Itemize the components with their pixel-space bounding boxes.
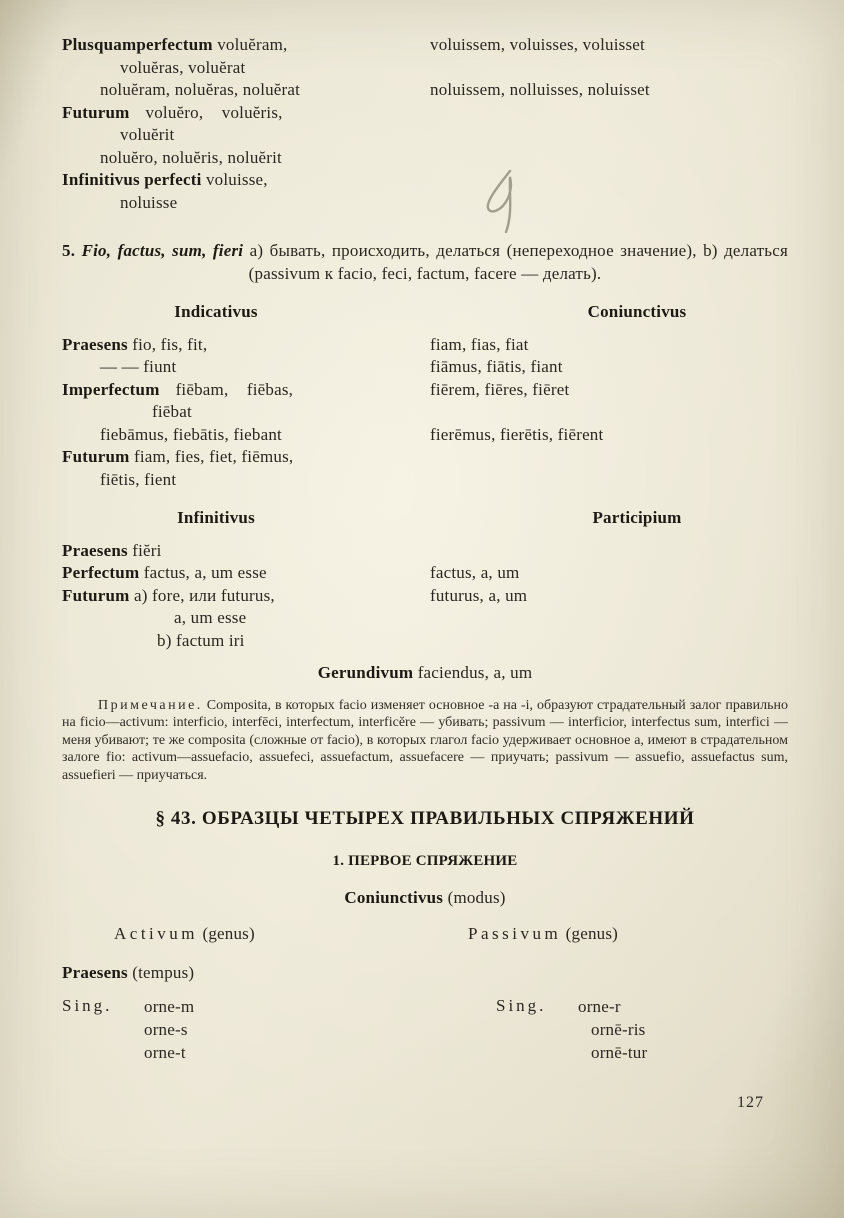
table-row: [62, 102, 788, 125]
passivum-rest: (genus): [565, 923, 619, 943]
right-cell: [430, 630, 788, 653]
mood-rest: (modus): [447, 888, 506, 908]
right-cell: [430, 607, 788, 630]
left-cell: fiētis, fient: [100, 469, 177, 489]
left-cell: [62, 102, 430, 125]
table-row: [62, 630, 788, 653]
tense-label: Praesens: [62, 540, 128, 560]
number-label: Sing.: [62, 995, 113, 1015]
column-headers: [62, 507, 788, 530]
fio-intro-paragraph: [62, 240, 788, 285]
latin-form: orne-r: [578, 996, 621, 1016]
table-row: [62, 334, 788, 357]
right-cell: [430, 57, 788, 80]
coniunctivus-header: Coniunctivus: [587, 302, 687, 321]
latin-form: orne-s: [144, 1019, 188, 1039]
note-paragraph: [62, 697, 788, 785]
right-cell: noluissem, nolluisses, noluisset: [430, 80, 650, 99]
left-cell: [62, 446, 430, 469]
left-cell: noluĕram, noluĕras, noluĕrat: [100, 80, 301, 99]
passivum-forms: [578, 995, 647, 1064]
passivum-label: Passivum: [468, 923, 562, 943]
tense-label: Perfectum: [62, 563, 140, 582]
latin-forms: fio, fis, fit,: [132, 334, 208, 354]
infinitivus-header: Infinitivus: [177, 508, 255, 527]
right-cell: [430, 540, 788, 563]
paradigm-row: [62, 995, 788, 1064]
activum-label: Activum: [114, 923, 198, 943]
activum-paradigm: [62, 995, 430, 1064]
latin-forms: voluisse,: [205, 170, 268, 189]
table-row: [62, 607, 788, 630]
table-row: [62, 469, 788, 492]
latin-forms: voluĕram,: [217, 35, 288, 54]
table-row: [62, 147, 788, 170]
right-cell: fiērem, fiēres, fiēret: [430, 379, 570, 399]
latin-forms: a) fore, или futurus,: [133, 585, 275, 605]
gerundivum-line: [62, 662, 788, 685]
table-row: [62, 540, 788, 563]
tense-label: Futurum: [62, 447, 130, 466]
table-row: [62, 192, 788, 215]
tense-line: [62, 962, 788, 985]
right-cell: factus, a, um: [430, 563, 520, 582]
right-cell: [430, 446, 788, 469]
left-cell: voluĕrit: [120, 125, 175, 144]
table-row: [62, 124, 788, 147]
right-cell: [430, 192, 788, 215]
left-cell: voluĕras, voluĕrat: [120, 57, 246, 77]
right-cell: [430, 102, 788, 125]
latin-forms: fiam, fies, fiet, fiēmus,: [133, 447, 294, 466]
left-cell: [62, 585, 430, 608]
right-cell: [430, 147, 788, 170]
left-cell: noluĕro, noluĕris, noluĕrit: [100, 147, 282, 167]
participium-header: Participium: [592, 508, 682, 527]
note-text: Composita, в которых facio изменяет основное -a на -i, образуют страдательный залог правильно на ficio—activum: interficio, interfēci, interfectum, interficĕre — убивать; passivum — interficior, interfectus sum, interfici — меня убивают; те же composita (сложные от facio), в которых глагол facio удерживает основное a, имеют в страдательном залоге fio: activum—assuefacio, assuefeci, assuefactum, assuefacere — приучать; passivum — assuefio, assuefactus sum, assuefieri — приучаться.: [62, 697, 788, 783]
table-row: [62, 424, 788, 447]
tense-label: Praesens: [62, 963, 128, 983]
column-headers: [62, 301, 788, 324]
table-row: [62, 562, 788, 585]
left-cell: [62, 540, 430, 563]
volo-conjugation-block: [62, 34, 788, 214]
tense-rest: (tempus): [132, 963, 195, 983]
fio-conjugation-table: [62, 334, 788, 492]
right-cell: fiam, fias, fiat: [430, 334, 529, 354]
right-cell: [430, 469, 788, 492]
left-cell: b) factum iri: [157, 630, 245, 650]
table-row: [62, 446, 788, 469]
right-cell: [430, 401, 788, 424]
page-number: 127: [737, 1094, 764, 1111]
left-cell: — — fiunt: [100, 357, 177, 376]
table-row: [62, 379, 788, 402]
item-number: 5.: [62, 241, 76, 260]
note-label: Примечание.: [98, 697, 203, 713]
latin-forms: factus, a, um esse: [143, 563, 267, 582]
right-cell: [430, 169, 788, 192]
latin-form: orne-t: [144, 1042, 186, 1062]
tense-label: Praesens: [62, 334, 128, 354]
latin-form: orne-m: [144, 996, 195, 1016]
tense-label: Imperfectum: [62, 379, 160, 399]
left-cell: noluisse: [120, 192, 178, 212]
number-label: Sing.: [496, 995, 547, 1015]
latin-form: ornē-ris: [591, 1019, 646, 1039]
left-cell: fiēbat: [152, 402, 192, 421]
indicativus-header: Indicativus: [174, 302, 258, 321]
fio-intro-text: а) бывать, происходить, делаться (непереходное значение), b) делаться (passivum к facio, feci, factum, facere — делать).: [248, 241, 788, 283]
left-cell: [62, 34, 430, 57]
left-cell: [62, 562, 430, 585]
tense-label: Infinitivus perfecti: [62, 170, 202, 189]
mood-label: Coniunctivus: [344, 888, 444, 908]
tense-label: Futurum: [62, 102, 130, 122]
left-cell: a, um esse: [174, 608, 247, 627]
subsection-heading: 1. ПЕРВОЕ СПРЯЖЕНИЕ: [332, 852, 518, 869]
table-row: [62, 57, 788, 80]
latin-forms: fiĕri: [132, 540, 162, 560]
left-cell: [62, 379, 430, 402]
left-cell: [62, 334, 430, 357]
table-row: [62, 34, 788, 57]
latin-form: ornē-tur: [591, 1042, 648, 1062]
activum-rest: (genus): [202, 923, 255, 943]
genus-row: [62, 923, 788, 946]
right-cell: [430, 124, 788, 147]
gerundivum-label: Gerundivum: [317, 663, 414, 682]
latin-forms: voluĕro, voluĕris,: [145, 102, 283, 122]
infinitive-table: [62, 540, 788, 653]
passivum-paradigm: [430, 995, 788, 1064]
mood-line: [62, 887, 788, 910]
table-row: [62, 79, 788, 102]
gerundivum-forms: faciendus, a, um: [417, 663, 533, 682]
activum-header: [62, 923, 430, 946]
table-row: [62, 356, 788, 379]
passivum-header: [430, 923, 788, 946]
tense-label: Plusquamperfectum: [62, 35, 213, 54]
table-row: [62, 401, 788, 424]
left-cell: fiebāmus, fiebātis, fiebant: [100, 424, 282, 444]
right-cell: fiāmus, fiātis, fiant: [430, 357, 563, 376]
right-cell: futurus, a, um: [430, 585, 528, 605]
table-row: [62, 585, 788, 608]
fio-title: Fio, factus, sum, fieri: [81, 241, 244, 260]
table-row: [62, 169, 788, 192]
latin-forms: fiēbam, fiēbas,: [175, 379, 294, 399]
right-cell: fierēmus, fierētis, fiērent: [430, 424, 604, 444]
tense-label: Futurum: [62, 585, 130, 605]
left-cell: [62, 169, 430, 192]
right-cell: voluissem, voluisses, voluisset: [430, 35, 645, 54]
section-heading: § 43. ОБРАЗЦЫ ЧЕТЫРЕХ ПРАВИЛЬНЫХ СПРЯЖЕНИЙ: [155, 808, 695, 830]
activum-forms: [144, 995, 194, 1064]
